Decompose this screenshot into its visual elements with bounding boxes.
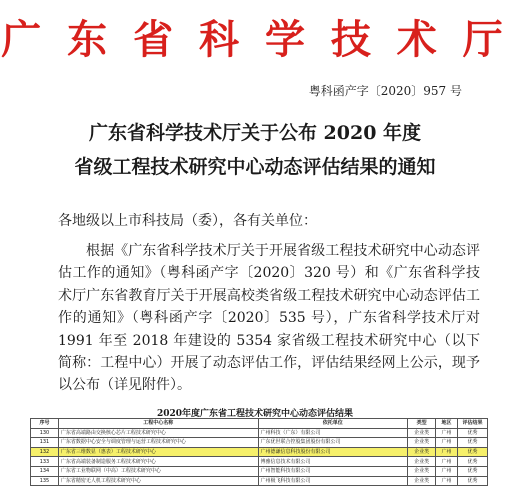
center-name-cell: 广东省工业物联网（中高）工程技术研究中心 — [58, 466, 258, 476]
result-cell: 优秀 — [458, 466, 488, 476]
salutation: 各地级以上市科技局（委），各有关单位： — [58, 213, 317, 229]
region-cell: 广州 — [436, 428, 458, 438]
table-row — [31, 476, 488, 486]
type-cell: 企业类 — [408, 438, 436, 448]
table-row — [31, 457, 488, 467]
table-row — [31, 428, 488, 438]
notice-title-line2: 省级工程技术研究中心动态评估结果的通知 — [74, 156, 436, 178]
center-name-cell: 广东省高端路由交换核心芯片工程技术研究中心 — [58, 428, 258, 438]
result-cell: 优秀 — [458, 447, 488, 457]
table-row — [31, 447, 488, 457]
row-index-cell: 135 — [31, 476, 59, 486]
type-cell: 企业类 — [408, 476, 436, 486]
host-unit-cell: 博雅信息技术有限公司 — [258, 457, 408, 467]
header-result: 评估结果 — [458, 419, 488, 429]
notice-title-line1: 广东省科学技术厅关于公布 2020 年度 — [88, 122, 422, 144]
table-caption: 2020年度广东省工程技术研究中心动态评估结果 — [156, 409, 354, 419]
host-unit-cell: 广州智能科技有限公司 — [258, 466, 408, 476]
row-index-cell: 133 — [31, 457, 59, 467]
table-header-row — [31, 419, 488, 429]
center-name-cell: 广东省三维数显（惠表）工程技术研究中心 — [58, 447, 258, 457]
center-name-cell: 广东省数据中心安全与调度管理与运营工程技术研究中心 — [58, 438, 258, 448]
type-cell: 企业类 — [408, 466, 436, 476]
host-unit-cell: 广州德谦信息科技股份有限公司 — [258, 447, 408, 457]
header-host-unit: 依托单位 — [258, 419, 408, 429]
host-unit-cell: 广州科技（广东）有限公司 — [258, 428, 408, 438]
header-org-name: 广 东 省 科 学 技 术 厅 — [1, 16, 509, 63]
result-cell: 优秀 — [458, 457, 488, 467]
host-unit-cell: 广州极飞科技有限公司 — [258, 476, 408, 486]
result-cell: 优秀 — [458, 476, 488, 486]
document-number: 粤科函产字〔2020〕957 号 — [308, 84, 462, 98]
region-cell: 广州 — [436, 447, 458, 457]
header-type: 类型 — [408, 419, 436, 429]
type-cell: 企业类 — [408, 447, 436, 457]
row-index-cell: 131 — [31, 438, 59, 448]
region-cell: 广州 — [436, 438, 458, 448]
table-row — [31, 466, 488, 476]
row-index-cell: 132 — [31, 447, 59, 457]
row-index-cell: 134 — [31, 466, 59, 476]
type-cell: 企业类 — [408, 428, 436, 438]
results-table — [30, 418, 488, 486]
table-row — [31, 438, 488, 448]
host-unit-cell: 广东优世联合控股集团股份有限公司 — [258, 438, 408, 448]
region-cell: 广州 — [436, 476, 458, 486]
body-paragraph: 根据《广东省科学技术厅关于开展省级工程技术研究中心动态评估工作的通知》（粤科函产字〔2020〕320 号）和《广东省科学技术厅广东省教育厅关于开展高校类省级工程技术研究中心动态评估工作的通知》（粤科函产字〔2020〕535 号），广东省科学技术厅对 1991 年至 2018 年建设的 5354 家省级工程技术研究中心（以下简称：工程中心）开展了动态评估工作，评估结果经网上公示，现予以公布（详见附件）。 — [58, 243, 480, 394]
header-center-name: 工程中心名称 — [58, 419, 258, 429]
result-cell: 优秀 — [458, 438, 488, 448]
type-cell: 企业类 — [408, 457, 436, 467]
header-region: 地区 — [436, 419, 458, 429]
center-name-cell: 广东省精密无人机工程技术研究中心 — [58, 476, 258, 486]
region-cell: 广州 — [436, 457, 458, 467]
row-index-cell: 130 — [31, 428, 59, 438]
region-cell: 广州 — [436, 466, 458, 476]
header-index: 序号 — [31, 419, 59, 429]
center-name-cell: 广东省高端装备制造服务工程技术研究中心 — [58, 457, 258, 467]
result-cell: 优秀 — [458, 428, 488, 438]
